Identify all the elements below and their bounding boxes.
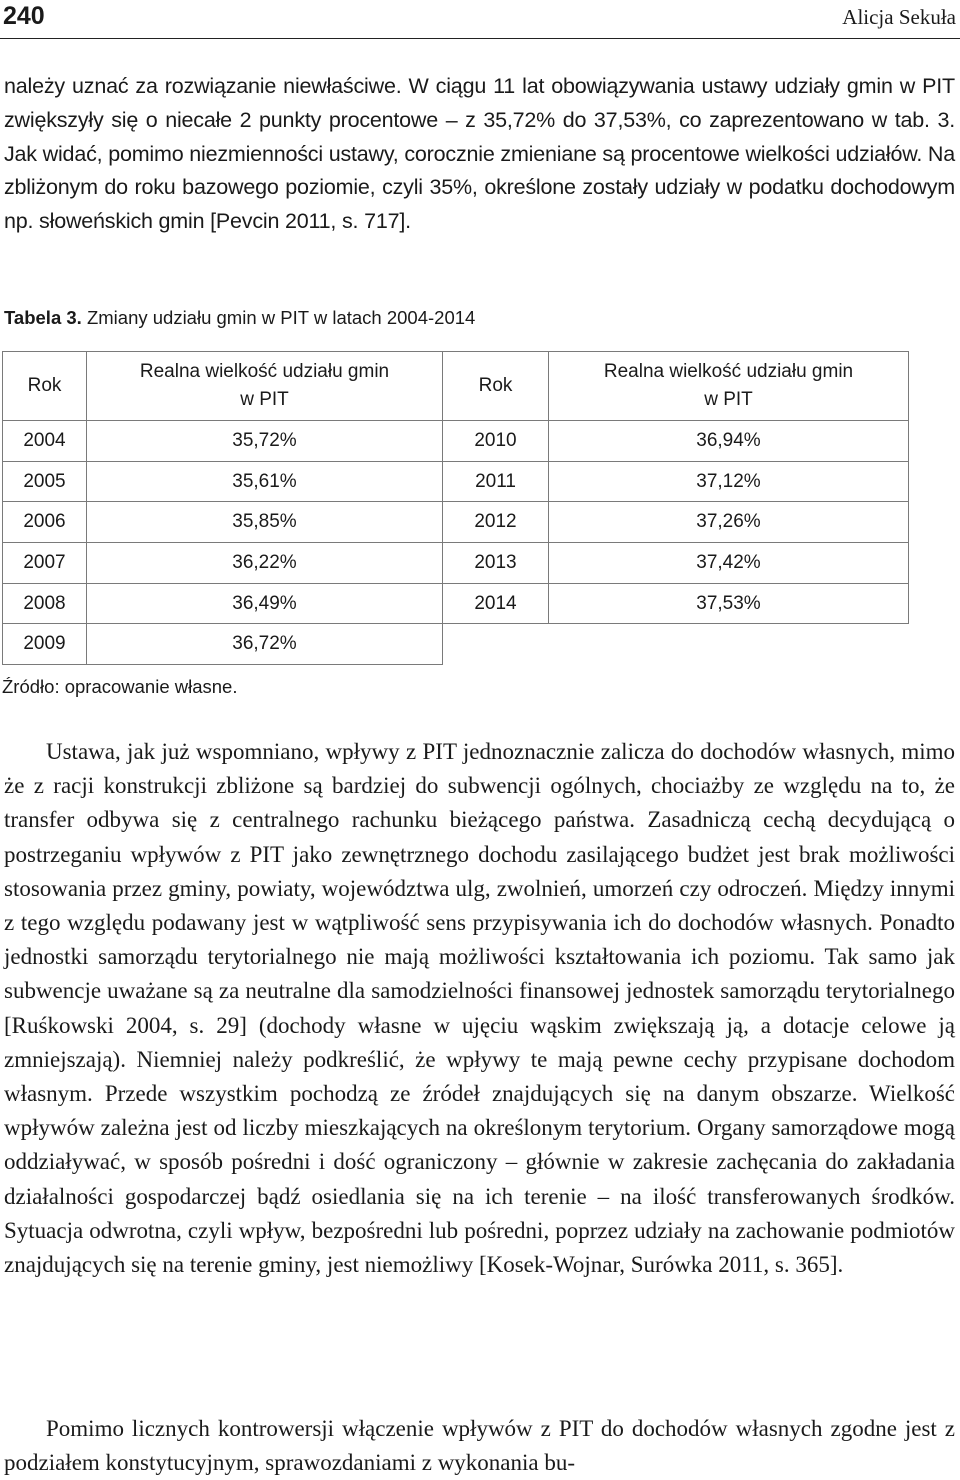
cell-value: 37,53% [549, 583, 909, 624]
running-head-author: Alicja Sekuła [842, 5, 956, 29]
body-paragraph-3: Pomimo licznych kontrowersji włączenie wpływów z PIT do dochodów własnych zgodne jest z podziałem konstytucyjnym, sprawozdaniami z wykonania bu- [4, 1416, 955, 1476]
cell-year: 2007 [3, 543, 87, 584]
cell-year: 2014 [443, 583, 549, 624]
cell-year: 2012 [443, 502, 549, 543]
cell-year: 2009 [3, 624, 87, 665]
cell-value: 36,94% [549, 421, 909, 462]
cell-value: 37,12% [549, 461, 909, 502]
cell-year: 2010 [443, 421, 549, 462]
table-row [3, 461, 909, 502]
cell-value: 35,61% [87, 461, 443, 502]
cell-year: 2008 [3, 583, 87, 624]
header-year-left: Rok [3, 352, 87, 421]
table-source-note: Źródło: opracowanie własne. [2, 676, 238, 697]
header-value-right: Realna wielkość udziału gmin w PIT [549, 352, 909, 421]
table-caption-text: Zmiany udziału gmin w PIT w latach 2004-2014 [86, 307, 476, 328]
body-paragraph-2: Ustawa, jak już wspomniano, wpływy z PIT jednoznacznie zalicza do dochodów własnych, mimo że z racji konstrukcji zbliżone są bardziej do subwencji ogólnych, chociażby ze względu na to, że transfer odbywa się z centralnego rachunku bieżącego państwa. Zasadniczą cechą decydującą o postrzeganiu wpływów z PIT jako zewnętrznego dochodu zasilającego budżet jest brak możliwości stosowania przez gminy, powiaty, województwa ulg, zwolnień, umorzeń czy odroczeń. Między innymi z tego względu podawany jest w wątpliwość sens przypisywania ich do dochodów własnych. Ponadto jednostki samorządu terytorialnego nie mają możliwości kształtowania ich poziomu. Tak samo jak subwencje uważane są za neutralne dla samodzielności finansowej jednostek samorządu terytorialnego [Ruśkowski 2004, s. 29] (dochody własne w ujęciu wąskim zwiększają ją, a dotacje celowe ją zmniejszają). Niemniej należy podkreślić, że wpływy te mają pewne cechy przypisane dochodom własnym. Przede wszystkim pochodzą ze źródeł znajdujących się na danym obszarze. Wielkość wpływów zależna jest od liczby mieszkających na określonym terytorium. Organy samorządowe mogą oddziaływać, w sposób pośredni i dość ograniczony – głównie w zakresie zachęcania do zakładania działalności gospodarczej bądź osiedlania się na ich terenie – na ilość transferowanych środków. Sytuacja odwrotna, czyli wpływ, bezpośredni lub pośredni, poprzez udziały na zachowanie podmiotów znajdujących się na terenie gminy, jest niemożliwy [Kosek-Wojnar, Surówka 2011, s. 365]. [4, 739, 955, 1278]
header-rule [0, 38, 960, 39]
pit-share-table [2, 351, 909, 665]
cell-year: 2006 [3, 502, 87, 543]
cell-value: 36,49% [87, 583, 443, 624]
cell-year: 2013 [443, 543, 549, 584]
cell-value: 35,72% [87, 421, 443, 462]
cell-value: 37,42% [549, 543, 909, 584]
cell-empty [549, 624, 909, 665]
cell-value: 36,72% [87, 624, 443, 665]
table-caption-label: Tabela 3. [4, 307, 82, 328]
table-row [3, 583, 909, 624]
cell-year: 2005 [3, 461, 87, 502]
table-row [3, 421, 909, 462]
header-value-left: Realna wielkość udziału gmin w PIT [87, 352, 443, 421]
cell-value: 36,22% [87, 543, 443, 584]
running-header [0, 0, 960, 38]
header-year-right: Rok [443, 352, 549, 421]
cell-value: 37,26% [549, 502, 909, 543]
table-row [3, 543, 909, 584]
cell-year: 2004 [3, 421, 87, 462]
table-caption [4, 307, 475, 329]
table-row [3, 624, 909, 665]
cell-year: 2011 [443, 461, 549, 502]
body-paragraph-1: należy uznać za rozwiązanie niewłaściwe. W ciągu 11 lat obowiązywania ustawy udziały gmin w PIT zwiększyły się o niecałe 2 punkty procentowe – z 35,72% do 37,53%, co zaprezentowano w tab. 3. Jak widać, pomimo niezmienności ustawy, corocznie zmieniane są procentowe wielkości udziałów. Na zbliżonym do roku bazowego poziomie, czyli 35%, określone zostały udziały w podatku dochodowym np. słoweńskich gmin [Pevcin 2011, s. 717]. [4, 74, 955, 234]
table-row [3, 502, 909, 543]
cell-empty [443, 624, 549, 665]
table-header-row [3, 352, 909, 421]
cell-value: 35,85% [87, 502, 443, 543]
page-number: 240 [3, 2, 45, 30]
